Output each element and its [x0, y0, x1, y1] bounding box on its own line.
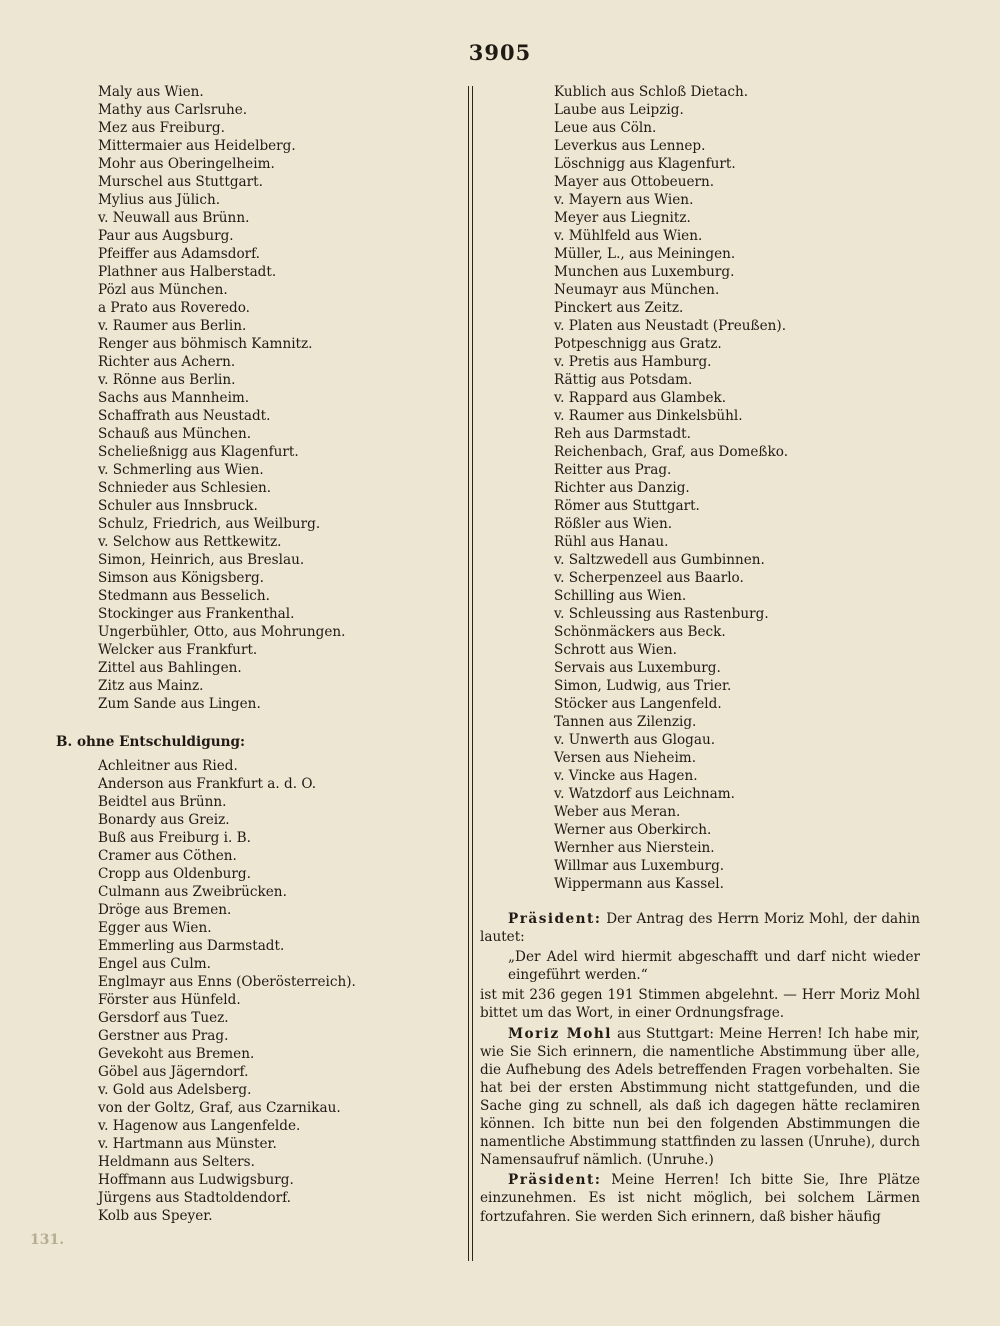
paragraph-mohl — [480, 1025, 920, 1170]
list-item: Stedmann aus Besselich. — [98, 588, 270, 604]
list-item: Löschnigg aus Klagenfurt. — [554, 156, 736, 172]
list-item: Schaffrath aus Neustadt. — [98, 408, 271, 424]
list-item: Achleitner aus Ried. — [98, 758, 238, 774]
list-item: Laube aus Leipzig. — [554, 102, 684, 118]
list-item: Schrott aus Wien. — [554, 642, 677, 658]
list-item: Plathner aus Halberstadt. — [98, 264, 277, 280]
list-item: Paur aus Augsburg. — [98, 228, 234, 244]
list-item: Wernher aus Nierstein. — [554, 840, 715, 856]
list-item: Simon, Ludwig, aus Trier. — [554, 678, 732, 694]
list-item: Römer aus Stuttgart. — [554, 498, 700, 514]
list-item: Richter aus Danzig. — [554, 480, 690, 496]
list-item: Rößler aus Wien. — [554, 516, 673, 532]
list-item: Werner aus Oberkirch. — [554, 822, 712, 838]
list-item: v. Unwerth aus Glogau. — [554, 732, 716, 748]
list-item: v. Gold aus Adelsberg. — [98, 1082, 252, 1098]
paragraph-president-2 — [480, 1171, 920, 1225]
list-item: Schnieder aus Schlesien. — [98, 480, 272, 496]
list-item: Zittel aus Bahlingen. — [98, 660, 242, 676]
list-item: Schönmäckers aus Beck. — [554, 624, 726, 640]
list-item: v. Scherpenzeel aus Baarlo. — [554, 570, 744, 586]
list-item: Göbel aus Jägerndorf. — [98, 1064, 249, 1080]
list-item: Buß aus Freiburg i. B. — [98, 830, 251, 846]
list-item: Potpeschnigg aus Gratz. — [554, 336, 722, 352]
list-item: v. Saltzwedell aus Gumbinnen. — [554, 552, 765, 568]
left-column — [56, 83, 456, 1225]
list-item: Servais aus Luxemburg. — [554, 660, 721, 676]
speaker-label: Moriz Mohl — [508, 1025, 612, 1042]
speech-block — [480, 910, 920, 1228]
list-item: Neumayr aus München. — [554, 282, 720, 298]
list-item: Egger aus Wien. — [98, 920, 212, 936]
list-item: Mylius aus Jülich. — [98, 192, 221, 208]
list-item: Beidtel aus Brünn. — [98, 794, 227, 810]
list-item: Mayer aus Ottobeuern. — [554, 174, 715, 190]
list-item: v. Platen aus Neustadt (Preußen). — [554, 318, 787, 334]
list-item: v. Rappard aus Glambek. — [554, 390, 727, 406]
list-item: Kublich aus Schloß Dietach. — [554, 84, 749, 100]
list-item: Jürgens aus Stadtoldendorf. — [98, 1190, 291, 1206]
list-item: Heldmann aus Selters. — [98, 1154, 255, 1170]
list-item: Munchen aus Luxemburg. — [554, 264, 735, 280]
list-item: Cramer aus Cöthen. — [98, 848, 237, 864]
list-item: Dröge aus Bremen. — [98, 902, 232, 918]
list-item: Rühl aus Hanau. — [554, 534, 669, 550]
list-item: Meyer aus Liegnitz. — [554, 210, 691, 226]
list-item: von der Goltz, Graf, aus Czarnikau. — [98, 1100, 341, 1116]
list-item: Simon, Heinrich, aus Breslau. — [98, 552, 305, 568]
list-item: Hoffmann aus Ludwigsburg. — [98, 1172, 294, 1188]
list-item: Schulz, Friedrich, aus Weilburg. — [98, 516, 321, 532]
list-item: v. Mayern aus Wien. — [554, 192, 694, 208]
list-item: v. Rönne aus Berlin. — [98, 372, 236, 388]
list-item: v. Hartmann aus Münster. — [98, 1136, 277, 1152]
paragraph-text: aus Stuttgart: Meine Herren! Ich habe mir, wie Sie Sich erinnern, die namentliche Abstimmung über alle, die Aufhebung des Adels betreffenden Fragen vorbehalten. Sie hat bei der ersten Abstimmung nicht stattgefunden, und die Sache ging zu schnell, als daß ich dagegen hätte reclamiren können. Ich bitte nun bei den folgenden Abstimmungen die namentliche Abstimmung stattfinden zu lassen (Unruhe), durch Namensaufruf nämlich. (Unruhe.) — [480, 1025, 920, 1169]
list-item: Culmann aus Zweibrücken. — [98, 884, 287, 900]
list-item: v. Neuwall aus Brünn. — [98, 210, 250, 226]
section-heading: B. ohne Entschuldigung: — [56, 734, 246, 750]
list-item: v. Selchow aus Rettkewitz. — [98, 534, 282, 550]
list-item: Müller, L., aus Meiningen. — [554, 246, 736, 262]
list-item: Anderson aus Frankfurt a. d. O. — [98, 776, 317, 792]
paragraph-president-1 — [480, 910, 920, 984]
list-item: Maly aus Wien. — [98, 84, 204, 100]
list-item: Renger aus böhmisch Kamnitz. — [98, 336, 313, 352]
list-item: Stöcker aus Langenfeld. — [554, 696, 722, 712]
list-item: Rättig aus Potsdam. — [554, 372, 693, 388]
list-item: Welcker aus Frankfurt. — [98, 642, 258, 658]
list-item: Reh aus Darmstadt. — [554, 426, 691, 442]
list-item: v. Schmerling aus Wien. — [98, 462, 264, 478]
list-item: v. Pretis aus Hamburg. — [554, 354, 712, 370]
list-item: Ungerbühler, Otto, aus Mohrungen. — [98, 624, 346, 640]
list-item: Simson aus Königsberg. — [98, 570, 264, 586]
page-number: 3905 — [468, 40, 532, 65]
list-item: Gevekoht aus Bremen. — [98, 1046, 255, 1062]
list-item: Gerstner aus Prag. — [98, 1028, 229, 1044]
margin-mark: 131. — [30, 1232, 65, 1248]
list-item: Zitz aus Mainz. — [98, 678, 204, 694]
entries-unexcused — [56, 757, 456, 1225]
list-item: Pözl aus München. — [98, 282, 228, 298]
list-item: v. Vincke aus Hagen. — [554, 768, 698, 784]
list-item: Schilling aus Wien. — [554, 588, 687, 604]
column-rule — [468, 86, 473, 1261]
entries-right — [512, 83, 952, 893]
list-item: Mohr aus Oberingelheim. — [98, 156, 275, 172]
list-item: Reichenbach, Graf, aus Domeßko. — [554, 444, 789, 460]
list-item: v. Raumer aus Dinkelsbühl. — [554, 408, 743, 424]
list-item: Weber aus Meran. — [554, 804, 681, 820]
list-item: Förster aus Hünfeld. — [98, 992, 241, 1008]
list-item: Reitter aus Prag. — [554, 462, 672, 478]
list-item: Engel aus Culm. — [98, 956, 211, 972]
list-item: Versen aus Nieheim. — [554, 750, 697, 766]
list-item: v. Schleussing aus Rastenburg. — [554, 606, 769, 622]
entries-excused — [56, 83, 456, 713]
list-item: Sachs aus Mannheim. — [98, 390, 250, 406]
list-item: Cropp aus Oldenburg. — [98, 866, 251, 882]
list-item: Pinckert aus Zeitz. — [554, 300, 684, 316]
list-item: v. Raumer aus Berlin. — [98, 318, 247, 334]
list-item: Stockinger aus Frankenthal. — [98, 606, 295, 622]
list-item: Mathy aus Carlsruhe. — [98, 102, 248, 118]
list-item: Scheließnigg aus Klagenfurt. — [98, 444, 299, 460]
list-item: v. Hagenow aus Langenfelde. — [98, 1118, 301, 1134]
list-item: Emmerling aus Darmstadt. — [98, 938, 285, 954]
speaker-label: Präsident: — [508, 1172, 602, 1189]
list-item: a Prato aus Roveredo. — [98, 300, 250, 316]
speaker-label: Präsident: — [508, 911, 602, 927]
list-item: Wippermann aus Kassel. — [554, 876, 724, 892]
list-item: Leue aus Cöln. — [554, 120, 657, 136]
list-item: Kolb aus Speyer. — [98, 1208, 213, 1224]
list-item: Gersdorf aus Tuez. — [98, 1010, 229, 1026]
list-item: Bonardy aus Greiz. — [98, 812, 230, 828]
list-item: Willmar aus Luxemburg. — [554, 858, 725, 874]
list-item: Tannen aus Zilenzig. — [554, 714, 697, 730]
list-item: Schauß aus München. — [98, 426, 252, 442]
list-item: Englmayr aus Enns (Oberösterreich). — [98, 974, 356, 990]
list-item: Pfeiffer aus Adamsdorf. — [98, 246, 260, 262]
paragraph-text: Der Antrag des Herrn Moriz Mohl, der dahin lautet: — [480, 911, 920, 946]
quoted-motion: „Der Adel wird hiermit abgeschafft und darf nicht wieder eingeführt werden.“ — [508, 949, 920, 984]
paragraph-text: Meine Herren! Ich bitte Sie, Ihre Plätze einzunehmen. Es ist nicht möglich, bei solchem Lärmen fortzufahren. Sie werden Sich erinnern, daß bisher häufig — [480, 1172, 920, 1225]
list-item: Mittermaier aus Heidelberg. — [98, 138, 296, 154]
list-item: Zum Sande aus Lingen. — [98, 696, 261, 712]
list-item: v. Watzdorf aus Leichnam. — [554, 786, 735, 802]
list-item: Schuler aus Innsbruck. — [98, 498, 258, 514]
right-column — [512, 83, 952, 893]
list-item: Mez aus Freiburg. — [98, 120, 225, 136]
list-item: v. Mühlfeld aus Wien. — [554, 228, 703, 244]
list-item: Leverkus aus Lennep. — [554, 138, 706, 154]
vote-result: ist mit 236 gegen 191 Stimmen abgelehnt. — Herr Moriz Mohl bittet um das Wort, in einer Ordnungsfrage. — [480, 987, 920, 1022]
list-item: Murschel aus Stuttgart. — [98, 174, 263, 190]
list-item: Richter aus Achern. — [98, 354, 236, 370]
